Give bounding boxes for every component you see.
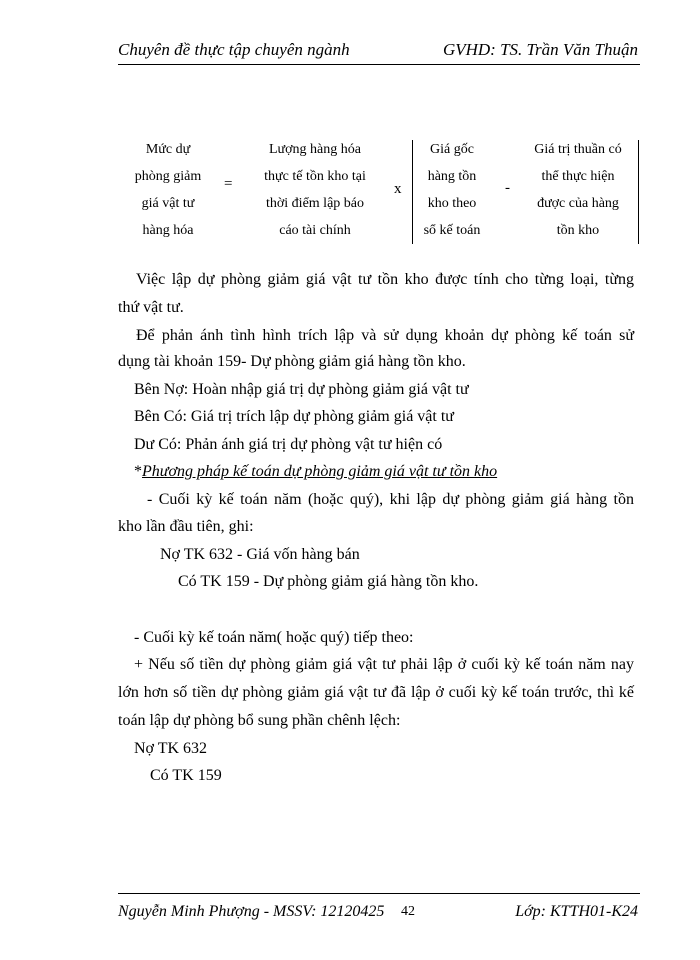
header-left: Chuyên đề thực tập chuyên ngành: [118, 40, 350, 59]
entry-1-debit: Nợ TK 632 - Giá vốn hàng bán: [160, 546, 360, 563]
formula-equals: =: [224, 176, 233, 192]
formula-term-quantity: Lượng hàng hóa thực tế tồn kho tại thời điểm lập báo cáo tài chính: [264, 142, 366, 238]
credit-side: Bên Có: Giá trị trích lập dự phòng giảm giá vật tư: [134, 408, 454, 425]
step-2a-line-2: lớn hơn số tiền dự phòng giảm giá vật tư đã lập ở cuối kỳ kế toán trước, thì kế: [118, 684, 634, 701]
page-number: 42: [401, 904, 415, 919]
credit-balance: Dư Có: Phản ánh giá trị dự phòng vật tư hiện có: [134, 436, 443, 453]
step-2: - Cuối kỳ kế toán năm( hoặc quý) tiếp theo:: [134, 629, 414, 646]
paragraph-1-line-2: thứ vật tư.: [118, 299, 184, 316]
formula-term-net-value: Giá trị thuần có thể thực hiện được của hàng tồn kho: [534, 142, 622, 238]
entry-2-debit: Nợ TK 632: [134, 740, 208, 757]
footer-author: Nguyễn Minh Phượng - MSSV: 12120425: [118, 903, 385, 920]
formula-term-provision: Mức dự phòng giảm giá vật tư hàng hóa: [134, 142, 202, 238]
header-right: GVHD: TS. Trần Văn Thuận: [442, 40, 638, 59]
formula-divider-left: [412, 140, 413, 244]
entry-1-credit: Có TK 159 - Dự phòng giảm giá hàng tồn kho.: [178, 573, 479, 590]
step-2a-line-1: + Nếu số tiền dự phòng giảm giá vật tư phải lập ở cuối kỳ kế toán năm nay: [134, 656, 634, 673]
formula-term-cost: Giá gốc hàng tồn kho theo sổ kế toán: [423, 142, 481, 238]
paragraph-2-line-2: dụng tài khoản 159- Dự phòng giảm giá hàng tồn kho.: [118, 353, 466, 370]
paragraph-1-line-1: Việc lập dự phòng giảm giá vật tư tồn kho được tính cho từng loại, từng: [136, 271, 634, 288]
entry-2-credit: Có TK 159: [150, 767, 222, 784]
step-1-line-2: kho lần đầu tiên, ghi:: [118, 518, 254, 535]
debit-side: Bên Nợ: Hoàn nhập giá trị dự phòng giảm giá vật tư: [134, 381, 469, 398]
paragraph-2-line-1: Để phản ánh tình hình trích lập và sử dụng khoản dự phòng kế toán sử: [136, 327, 634, 344]
formula-minus: -: [505, 180, 510, 196]
method-title: Phương pháp kế toán dự phòng giảm giá vật tư tồn kho: [142, 463, 498, 480]
footer-class: Lớp: KTTH01-K24: [515, 903, 638, 920]
method-bullet: *: [134, 463, 142, 480]
footer-rule: [118, 893, 640, 894]
formula-divider-right: [638, 140, 639, 244]
formula: [118, 136, 640, 246]
header-rule: [118, 64, 640, 65]
method-heading: [134, 462, 497, 482]
step-1-line-1: - Cuối kỳ kế toán năm (hoặc quý), khi lập dự phòng giảm giá hàng tồn: [147, 491, 634, 508]
step-2a-line-3: toán lập dự phòng bổ sung phần chênh lệch:: [118, 712, 401, 729]
formula-times: x: [394, 181, 402, 197]
